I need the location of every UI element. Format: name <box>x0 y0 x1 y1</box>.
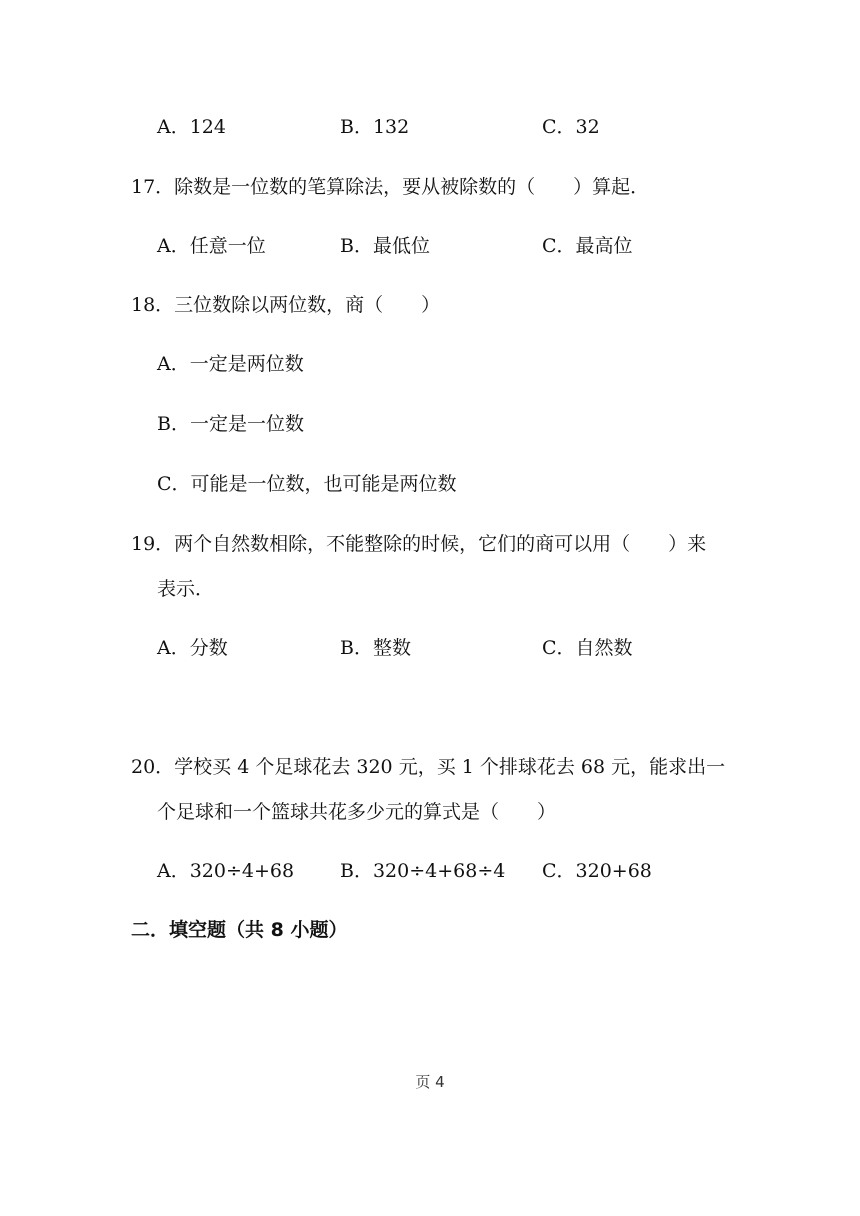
q18-option-a: A．一定是两位数 <box>157 353 304 375</box>
q19-question-text-line2: 表示． <box>157 578 215 600</box>
q18-option-c: C．可能是一位数，也可能是两位数 <box>157 473 457 495</box>
page-number: 页 4 <box>415 1073 445 1091</box>
q20-option-a: A．320÷4+68 <box>157 860 295 882</box>
q18-question-text: 18．三位数除以两位数，商（ ） <box>131 294 441 316</box>
q17-option-a: A．任意一位 <box>157 235 266 257</box>
q16-option-b: B．132 <box>340 116 410 138</box>
q17-question-text: 17．除数是一位数的笔算除法，要从被除数的（ ）算起． <box>131 176 650 198</box>
q17-option-c: C．最高位 <box>542 235 633 257</box>
q20-question-text-line1: 20．学校买 4 个足球花去 320 元，买 1 个排球花去 68 元，能求出一 <box>131 756 726 778</box>
q20-option-c: C．320+68 <box>542 860 652 882</box>
q20-question-text-line2: 个足球和一个篮球共花多少元的算式是（ ） <box>157 801 557 823</box>
q16-option-a: A．124 <box>157 116 226 138</box>
q19-option-c: C．自然数 <box>542 637 633 659</box>
q16-option-c: C．32 <box>542 116 600 138</box>
q19-option-a: A．分数 <box>157 637 228 659</box>
q20-option-b: B．320÷4+68÷4 <box>340 860 506 882</box>
q18-option-b: B．一定是一位数 <box>157 413 304 435</box>
section-heading-fill-in: 二．填空题（共 8 小题） <box>131 919 348 941</box>
q19-question-text-line1: 19．两个自然数相除，不能整除的时候，它们的商可以用（ ）来 <box>131 533 707 555</box>
q19-option-b: B．整数 <box>340 637 411 659</box>
q17-option-b: B．最低位 <box>340 235 430 257</box>
